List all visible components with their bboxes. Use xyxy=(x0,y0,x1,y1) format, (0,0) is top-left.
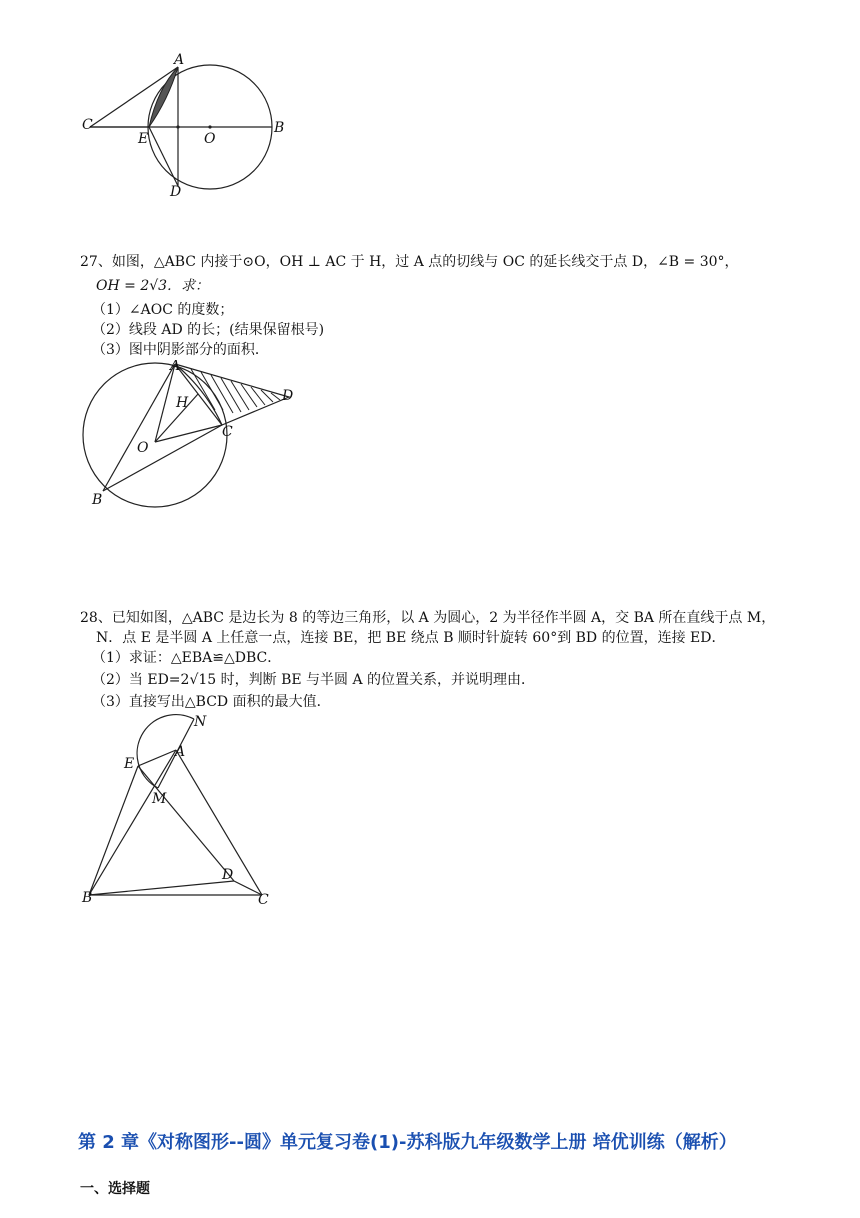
circle-o-q27 xyxy=(83,363,227,507)
label-e-q28: E xyxy=(124,756,135,772)
label-m-q28: M xyxy=(152,791,167,807)
label-c-q27: C xyxy=(222,424,233,440)
shaded-segment xyxy=(149,67,178,127)
label-c: C xyxy=(82,117,93,133)
section-title: 一、选择题 xyxy=(80,1181,150,1197)
label-a: A xyxy=(174,52,185,68)
label-d: D xyxy=(170,184,182,200)
label-n-q28: N xyxy=(194,714,207,730)
label-a-q27: A xyxy=(170,360,181,374)
q27-sub1: （1）∠AOC 的度数； xyxy=(92,302,234,318)
q27-sub2: （2）线段 AD 的长；(结果保留根号) xyxy=(92,322,325,338)
q28-line1: 28、已知如图，△ABC 是边长为 8 的等边三角形，以 A 为圆心，2 为半径作半圆 A，交 BA 所在直线于点 M， xyxy=(80,610,776,626)
label-d-q27: D xyxy=(282,388,294,404)
label-a-q28: A xyxy=(175,744,186,760)
q27-line1: 27、如图，△ABC 内接于⊙O，OH ⊥ AC 于 H，过 A 点的切线与 OC 的延长线交于点 D，∠B = 30°， xyxy=(80,254,739,270)
q28-sub2: （2）当 ED=2√15 时，判断 BE 与半圆 A 的位置关系，并说明理由． xyxy=(92,672,536,688)
figure-circle-cbeade xyxy=(70,50,300,210)
label-e: E xyxy=(138,131,149,147)
semicircle-a xyxy=(137,715,194,788)
label-b-q28: B xyxy=(82,890,93,906)
figure-q27 xyxy=(76,360,312,510)
label-o-q27: O xyxy=(137,440,149,456)
label-h-q27: H xyxy=(176,395,189,411)
q28-sub1: （1）求证：△EBA≌△DBC． xyxy=(92,650,282,666)
q27-line2: OH = 2√3．求： xyxy=(96,278,210,294)
line-ed xyxy=(149,127,178,186)
q28-line2: N．点 E 是半圆 A 上任意一点，连接 BE，把 BE 绕点 B 顺时针旋转 60°到 BD 的位置，连接 ED． xyxy=(96,630,726,646)
label-b-q27: B xyxy=(92,492,103,508)
figure-q28 xyxy=(76,712,286,908)
label-o: O xyxy=(204,131,216,147)
chapter-heading: 第 2 章《对称图形--圆》单元复习卷(1)-苏科版九年级数学上册 培优训练（解析） xyxy=(78,1132,737,1153)
q28-sub3: （3）直接写出△BCD 面积的最大值． xyxy=(92,694,331,710)
q27-sub3: （3）图中阴影部分的面积． xyxy=(92,342,269,358)
label-b: B xyxy=(274,120,285,136)
label-c-q28: C xyxy=(258,892,269,908)
label-d-q28: D xyxy=(222,867,234,883)
